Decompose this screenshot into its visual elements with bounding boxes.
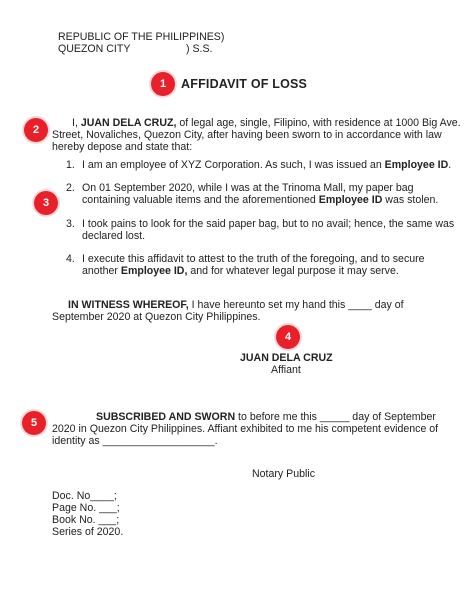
list-item-2-number: 2. <box>66 182 75 194</box>
item-1-text-pre: I am an employee of XYZ Corporation. As such, I was issued an <box>82 159 385 171</box>
witness-heading: IN WITNESS WHEREOF, <box>68 299 189 311</box>
sworn-line-1-rest: to before me this _____ day of September <box>235 411 436 423</box>
list-item-3-line-1: I took pains to look for the said paper bag, but to no avail; hence, the same was <box>82 218 455 230</box>
item-4-text-pre: another <box>82 265 121 277</box>
affiant-role: Affiant <box>271 364 301 376</box>
series-year: Series of 2020. <box>52 526 124 538</box>
callout-badge-1: 1 <box>151 72 175 96</box>
doc-number: Doc. No____; <box>52 490 117 502</box>
header-city: QUEZON CITY <box>58 43 131 55</box>
witness-line-1-rest: I have hereunto set my hand this ____ day of <box>188 299 404 311</box>
list-item-1-text <box>82 159 451 172</box>
callout-badge-2: 2 <box>24 118 48 142</box>
list-item-4-number: 4. <box>66 253 75 265</box>
callout-badge-3: 3 <box>34 191 58 215</box>
list-item-3-number: 3. <box>66 218 75 230</box>
intro-name: JUAN DELA CRUZ, <box>80 117 177 129</box>
list-item-4-line-2 <box>82 265 399 278</box>
header-republic: REPUBLIC OF THE PHILIPPINES) <box>58 31 225 43</box>
item-2-text-pre: containing valuable items and the aforementioned <box>82 194 319 206</box>
list-item-2-line-1: On 01 September 2020, while I was at the Trinoma Mall, my paper bag <box>82 182 414 194</box>
notary-public-label: Notary Public <box>252 468 315 480</box>
list-item-3-line-2: declared lost. <box>82 230 146 242</box>
callout-badge-4: 4 <box>276 325 300 349</box>
item-4-text-post: and for whatever legal purpose it may serve. <box>187 265 399 277</box>
item-2-text-post: was stolen. <box>382 194 439 206</box>
sworn-heading: SUBSCRIBED AND SWORN <box>96 411 236 423</box>
list-item-4-line-1: I execute this affidavit to attest to the truth of the foregoing, and to secure <box>82 253 425 265</box>
callout-badge-5: 5 <box>22 411 46 435</box>
list-item-2-line-2 <box>82 194 438 207</box>
item-1-text-post: . <box>448 159 452 171</box>
document-title: AFFIDAVIT OF LOSS <box>181 77 308 91</box>
list-item-1-number: 1. <box>66 159 75 171</box>
header-ss: ) S.S. <box>186 43 213 55</box>
intro-lead: I, <box>72 117 81 129</box>
page-number: Page No. ___; <box>52 502 120 514</box>
intro-line-2: Street, Novaliches, Quezon City, after having been sworn to in accordance with law <box>52 129 442 141</box>
intro-line-3: hereby depose and state that: <box>52 141 193 153</box>
sworn-line-3: identity as ___________________. <box>52 435 218 447</box>
sworn-line-2: 2020 in Quezon City Philippines. Affiant exhibited to me his competent evidence of <box>52 423 439 435</box>
item-2-employee-id: Employee ID <box>318 194 383 206</box>
item-4-employee-id: Employee ID, <box>120 265 188 277</box>
intro-rest: of legal age, single, Filipino, with residence at 1000 Big Ave. <box>176 117 461 129</box>
item-1-employee-id: Employee ID <box>384 159 449 171</box>
witness-line-2: September 2020 at Quezon City Philippines. <box>52 311 261 323</box>
affiant-name: JUAN DELA CRUZ <box>240 352 333 364</box>
book-number: Book No. ___; <box>52 514 120 526</box>
